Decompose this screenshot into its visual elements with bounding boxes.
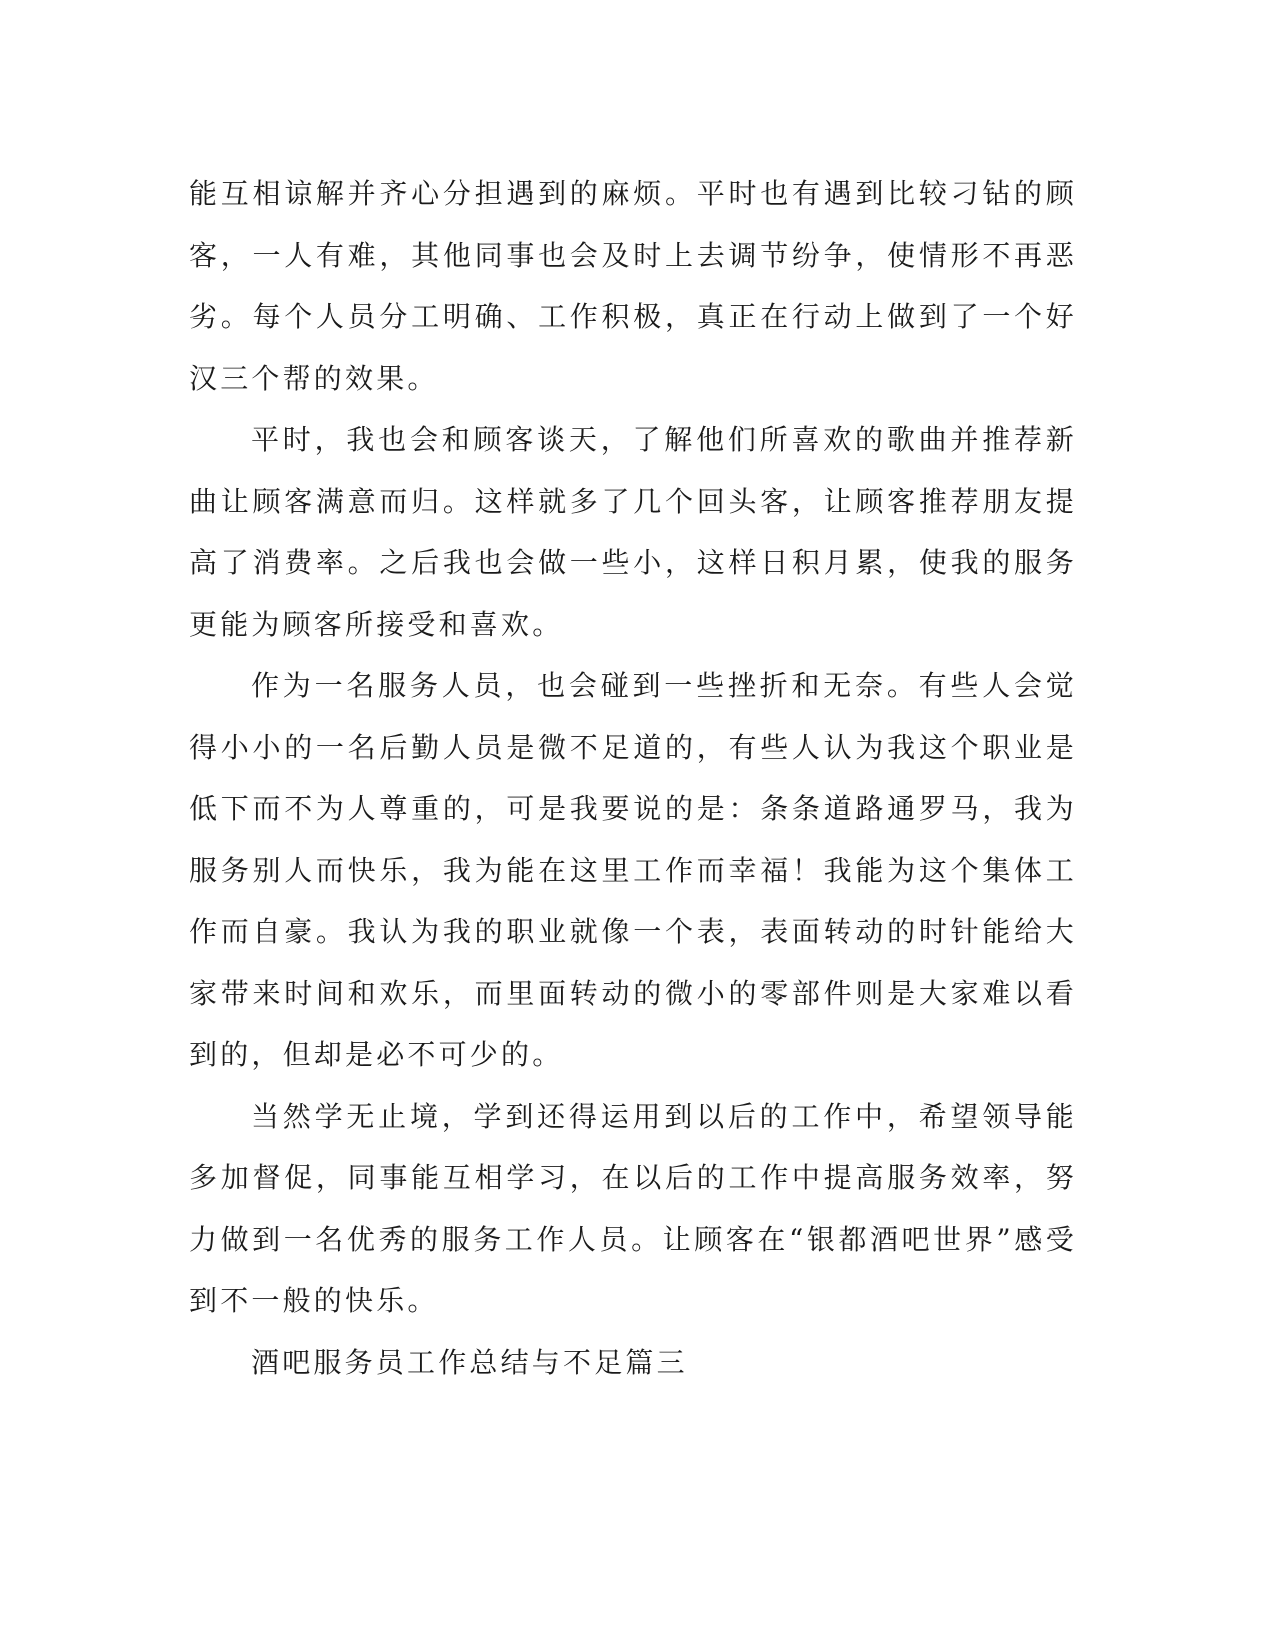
- paragraph-continued-learning: 当然学无止境，学到还得运用到以后的工作中，希望领导能多加督促，同事能互相学习，在以后的工作中提高服务效率，努力做到一名优秀的服务工作人员。让顾客在“银都酒吧世界”感受到不一般的快乐。: [189, 1099, 1077, 1317]
- paragraph-continuation: 能互相谅解并齐心分担遇到的麻烦。平时也有遇到比较刁钻的顾客，一人有难，其他同事也会及时上去调节纷争，使情形不再恶劣。每个人员分工明确、工作积极，真正在行动上做到了一个好汉三个帮的效果。: [189, 177, 1077, 395]
- section-heading: 酒吧服务员工作总结与不足篇三: [251, 1345, 688, 1379]
- document-body: [189, 163, 1077, 1393]
- paragraph-customer-chat: 平时，我也会和顾客谈天，了解他们所喜欢的歌曲并推荐新曲让顾客满意而归。这样就多了几个回头客，让顾客推荐朋友提高了消费率。之后我也会做一些小，这样日积月累，使我的服务更能为顾客所接受和喜欢。: [189, 423, 1077, 641]
- paragraph-service-pride: 作为一名服务人员，也会碰到一些挫折和无奈。有些人会觉得小小的一名后勤人员是微不足道的，有些人认为我这个职业是低下而不为人尊重的，可是我要说的是：条条道路通罗马，我为服务别人而快乐，我为能在这里工作而幸福！我能为这个集体工作而自豪。我认为我的职业就像一个表，表面转动的时针能给大家带来时间和欢乐，而里面转动的微小的零部件则是大家难以看到的，但却是必不可少的。: [189, 669, 1077, 1071]
